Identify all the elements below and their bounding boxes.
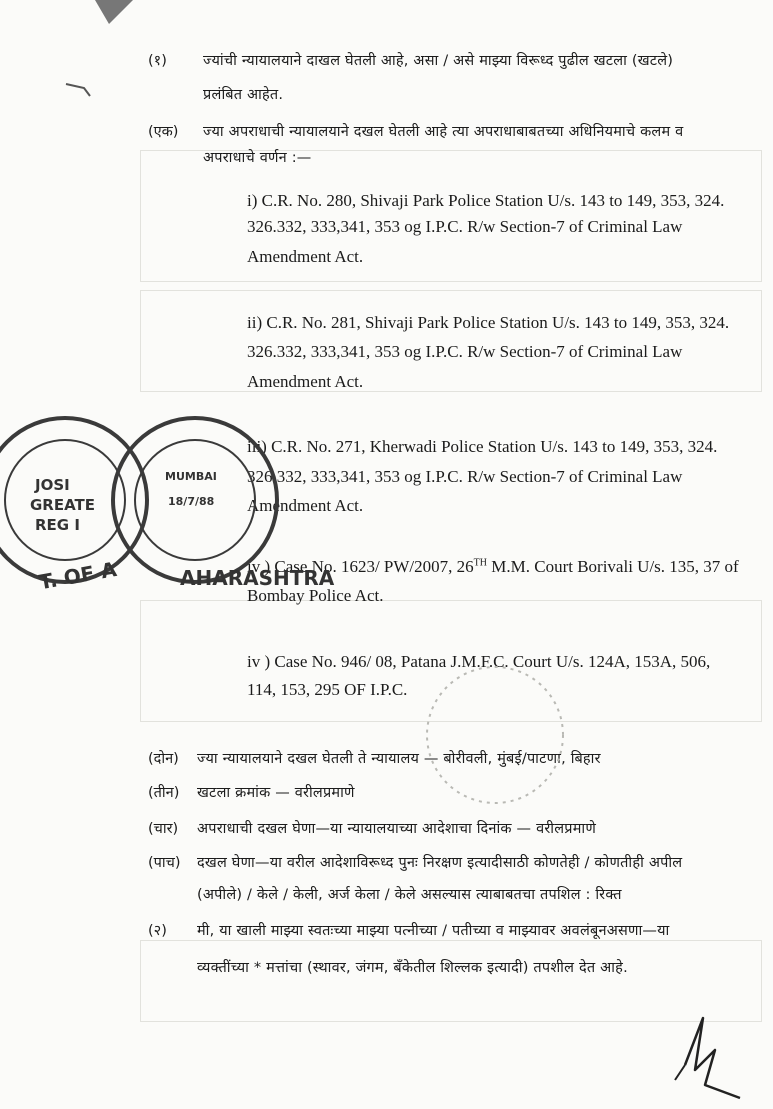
case-iv-a-line-2: Bombay Police Act. (247, 586, 384, 605)
clause-1-line-2: प्रलंबित आहेत. (203, 87, 284, 103)
case-ii-line-2: 326.332, 333,341, 353 og I.P.C. R/w Section-7 of Criminal Law (247, 342, 683, 361)
case-i-line-3: Amendment Act. (247, 247, 364, 266)
sub-clause-ek-line-2: अपराधाचे वर्णन :— (203, 150, 312, 166)
bleed-through-table (140, 290, 762, 392)
svg-text:T. OF A: T. OF A (37, 557, 119, 595)
signature (645, 1010, 755, 1100)
case-ii-line-3: Amendment Act. (247, 372, 364, 391)
bleed-through-table (140, 150, 762, 282)
svg-text:AHARASHTRA: AHARASHTRA (180, 566, 335, 590)
clause-2-line-2: व्यक्तींच्या * मत्तांचा (स्थावर, जंगम, बँकेतील शिल्लक इत्यादी) तपशील देत आहे. (197, 960, 628, 976)
item-pach-line-2: (अपीले) / केले / केली, अर्ज केला / केले असल्यास त्याबाबतचा तपशिल : रिक्त (197, 887, 622, 903)
faint-stamp-impression (420, 650, 570, 820)
case-i-line-2: 326.332, 333,341, 353 og I.P.C. R/w Section-7 of Criminal Law (247, 217, 683, 236)
case-iv-a-line-1: iv ) Case No. 1623/ PW/2007, 26TH M.M. Court Borivali U/s. 135, 37 of (247, 557, 739, 576)
case-i-line-1: i) C.R. No. 280, Shivaji Park Police Station U/s. 143 to 149, 353, 324. (247, 191, 725, 210)
case-ii-line-1: ii) C.R. No. 281, Shivaji Park Police Station U/s. 143 to 149, 353, 324. (247, 313, 730, 332)
svg-text:MUMBAI: MUMBAI (165, 470, 217, 483)
item-pach-number: (पाच) (148, 855, 181, 871)
item-teen-number: (तीन) (148, 785, 180, 801)
case-iii-line-1: iii) C.R. No. 271, Kherwadi Police Station U/s. 143 to 149, 353, 324. (247, 437, 718, 456)
margin-mark (64, 78, 92, 100)
clause-1-number: (१) (148, 53, 167, 69)
item-don-number: (दोन) (148, 751, 179, 767)
sub-clause-ek-line-1: ज्या अपराधाची न्यायालयाने दखल घेतली आहे त्या अपराधाबाबतच्या अधिनियमाचे कलम व (203, 124, 684, 140)
svg-text:18/7/88: 18/7/88 (168, 495, 215, 508)
svg-text:JOSI: JOSI (35, 476, 70, 494)
svg-text:GREATE: GREATE (30, 496, 96, 514)
case-iv-b-line-1: iv ) Case No. 946/ 08, Patana J.M.F.C. Court U/s. 124A, 153A, 506, (247, 652, 711, 671)
item-pach-line-1: दखल घेणा—या वरील आदेशाविरूध्द पुनः निरक्षण इत्यादीसाठी कोणतेही / कोणतीही अपील (197, 855, 683, 871)
case-iii-line-2: 326.332, 333,341, 353 og I.P.C. R/w Section-7 of Criminal Law (247, 467, 683, 486)
sub-clause-ek-number: (एक) (148, 124, 179, 140)
case-iv-b-line-2: 114, 153, 295 OF I.P.C. (247, 680, 408, 699)
clause-2-line-1: मी, या खाली माझ्या स्वतःच्या माझ्या पत्नीच्या / पतीच्या व माझ्यावर अवलंबूनअसणा—या (197, 923, 670, 939)
clause-2-number: (२) (148, 923, 167, 939)
item-char-number: (चार) (148, 821, 179, 837)
item-char-text: अपराधाची दखल घेणा—या न्यायालयाच्या आदेशाचा दिनांक — वरीलप्रमाणे (197, 821, 597, 837)
item-teen-text: खटला क्रमांक — वरीलप्रमाणे (197, 785, 355, 801)
svg-text:REG I: REG I (35, 516, 80, 534)
clause-1-line-1: ज्यांची न्यायालयाने दाखल घेतली आहे, असा / असे माझ्या विरूध्द पुढील खटला (खटले) (203, 53, 674, 69)
case-iii-line-3: Amendment Act. (247, 496, 364, 515)
top-corner-smudge (95, 0, 135, 30)
item-don-text: ज्या न्यायालयाने दखल घेतली ते न्यायालय — बोरीवली, मुंबई/पाटणा, बिहार (197, 751, 601, 767)
